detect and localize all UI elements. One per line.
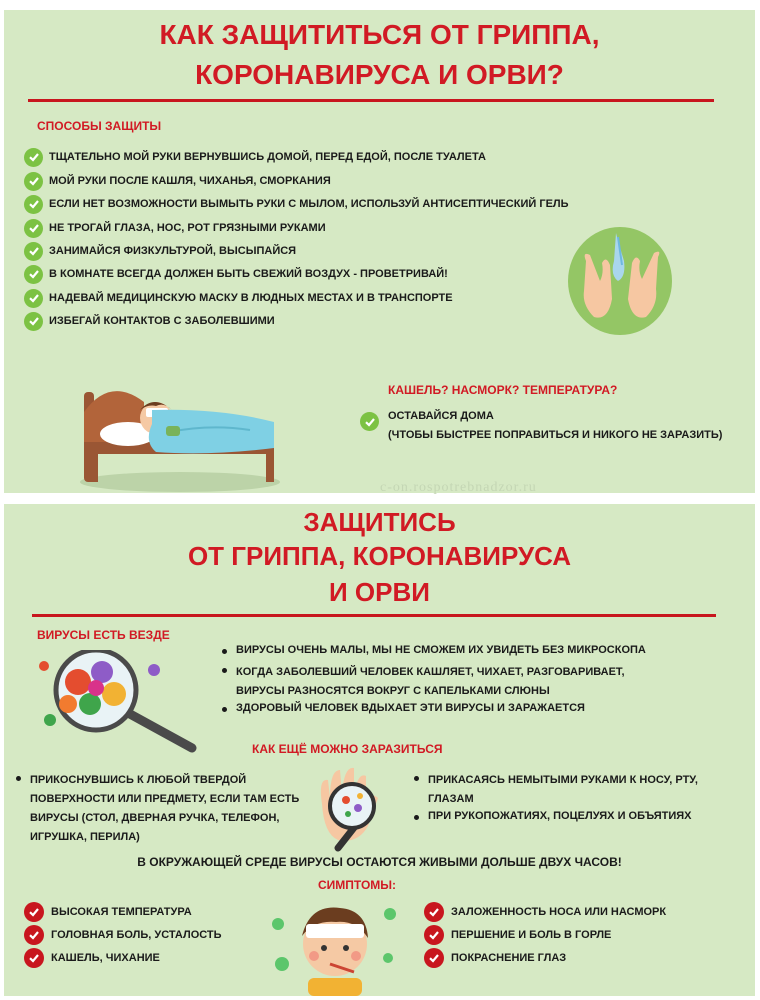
title-divider	[28, 99, 714, 102]
check-icon	[424, 948, 444, 968]
symptom-text: ЗАЛОЖЕННОСТЬ НОСА ИЛИ НАСМОРК	[451, 906, 667, 918]
symptom-item	[424, 948, 566, 968]
bullet-text	[30, 771, 299, 847]
symptom-text: ПОКРАСНЕНИЕ ГЛАЗ	[451, 952, 567, 964]
list-item-text: НЕ ТРОГАЙ ГЛАЗА, НОС, РОТ ГРЯЗНЫМИ РУКАМИ	[49, 222, 326, 234]
check-icon	[24, 265, 43, 284]
check-icon	[24, 948, 44, 968]
symptom-text: КАШЕЛЬ, ЧИХАНИЕ	[51, 952, 160, 964]
symptom-text: ПЕРШЕНИЕ И БОЛЬ В ГОРЛЕ	[451, 929, 612, 941]
check-icon	[24, 172, 43, 191]
bullet-item	[222, 663, 625, 701]
bullet-item	[222, 702, 585, 714]
list-item	[24, 147, 486, 167]
symptom-item	[424, 925, 611, 945]
check-icon	[24, 312, 43, 331]
bullet-dot	[414, 815, 419, 820]
bullet-text: ВИРУСЫ ОЧЕНЬ МАЛЫ, МЫ НЕ СМОЖЕМ ИХ УВИДЕТЬ БЕЗ МИКРОСКОПА	[236, 644, 646, 656]
viruses-heading: ВИРУСЫ ЕСТЬ ВЕЗДЕ	[37, 628, 170, 642]
section-heading-protection: СПОСОБЫ ЗАЩИТЫ	[37, 119, 162, 133]
panel-viruses	[4, 504, 755, 996]
check-icon	[424, 902, 444, 922]
list-item	[24, 218, 326, 238]
panel-protection	[4, 10, 755, 493]
magnifier-viruses-icon	[34, 650, 200, 754]
bullet-item	[16, 771, 299, 847]
list-item-text: ЗАНИМАЙСЯ ФИЗКУЛЬТУРОЙ, ВЫСЫПАЙСЯ	[49, 245, 297, 257]
bullet-line: ПРИКОСНУВШИСЬ К ЛЮБОЙ ТВЕРДОЙ	[30, 774, 247, 786]
panel1-title-line1: КАК ЗАЩИТИТЬСЯ ОТ ГРИППА,	[159, 19, 600, 50]
bullet-line: ИГРУШКА, ПЕРИЛА)	[30, 831, 140, 843]
environment-note: В ОКРУЖАЮЩЕЙ СРЕДЕ ВИРУСЫ ОСТАЮТСЯ ЖИВЫМИ ДОЛЬШЕ ДВУХ ЧАСОВ!	[137, 855, 622, 869]
symptom-item	[24, 948, 160, 968]
bullet-dot	[222, 707, 227, 712]
list-item-text: ИЗБЕГАЙ КОНТАКТОВ С ЗАБОЛЕВШИМИ	[49, 315, 275, 327]
bullet-text: ЗДОРОВЫЙ ЧЕЛОВЕК ВДЫХАЕТ ЭТИ ВИРУСЫ И ЗАРАЖАЕТСЯ	[236, 702, 585, 714]
bullet-text	[236, 663, 625, 701]
bullet-item	[414, 810, 692, 822]
check-icon	[24, 148, 43, 167]
list-item-text: ТЩАТЕЛЬНО МОЙ РУКИ ВЕРНУВШИСЬ ДОМОЙ, ПЕРЕД ЕДОЙ, ПОСЛЕ ТУАЛЕТА	[49, 151, 486, 163]
symptom-item	[24, 925, 222, 945]
panel2-title-line3: И ОРВИ	[329, 577, 430, 607]
symptoms-heading: СИМПТОМЫ:	[318, 878, 397, 892]
list-item	[24, 194, 569, 214]
stay-home-note: (ЧТОБЫ БЫСТРЕЕ ПОПРАВИТЬСЯ И НИКОГО НЕ ЗАРАЗИТЬ)	[388, 429, 723, 441]
cough-heading: КАШЕЛЬ? НАСМОРК? ТЕМПЕРАТУРА?	[388, 383, 618, 397]
bullet-dot	[16, 776, 21, 781]
list-item-text: В КОМНАТЕ ВСЕГДА ДОЛЖЕН БЫТЬ СВЕЖИЙ ВОЗДУХ - ПРОВЕТРИВАЙ!	[49, 268, 448, 280]
sick-child-icon	[270, 894, 400, 996]
bullet-item	[222, 644, 646, 656]
list-item-text: МОЙ РУКИ ПОСЛЕ КАШЛЯ, ЧИХАНЬЯ, СМОРКАНИЯ	[49, 175, 331, 187]
stay-home-text: ОСТАВАЙСЯ ДОМА	[388, 410, 494, 422]
watermark: c-on.rospotrebnadzor.ru	[380, 480, 537, 495]
symptom-text: ВЫСОКАЯ ТЕМПЕРАТУРА	[51, 906, 192, 918]
check-icon	[360, 412, 379, 431]
panel1-title-line2: КОРОНАВИРУСА И ОРВИ?	[195, 59, 564, 90]
check-icon	[24, 242, 43, 261]
infect-heading: КАК ЕЩЁ МОЖНО ЗАРАЗИТЬСЯ	[252, 742, 443, 756]
list-item	[24, 171, 331, 191]
hand-germs-icon	[308, 764, 388, 852]
panel2-title-line2: ОТ ГРИППА, КОРОНАВИРУСА	[187, 541, 572, 571]
check-icon	[24, 289, 43, 308]
symptom-item	[424, 902, 666, 922]
list-item	[24, 241, 296, 261]
bullet-line: ПОВЕРХНОСТИ ИЛИ ПРЕДМЕТУ, ЕСЛИ ТАМ ЕСТЬ	[30, 793, 300, 805]
bullet-item	[414, 771, 698, 809]
list-item-text: НАДЕВАЙ МЕДИЦИНСКУЮ МАСКУ В ЛЮДНЫХ МЕСТАХ И В ТРАНСПОРТЕ	[49, 292, 453, 304]
check-icon	[24, 219, 43, 238]
bullet-line: КОГДА ЗАБОЛЕВШИЙ ЧЕЛОВЕК КАШЛЯЕТ, ЧИХАЕТ, РАЗГОВАРИВАЕТ,	[236, 666, 625, 678]
list-item	[24, 311, 275, 331]
bullet-line: ВИРУСЫ РАЗНОСЯТСЯ ВОКРУГ С КАПЕЛЬКАМИ СЛЮНЫ	[236, 685, 550, 697]
check-icon	[424, 925, 444, 945]
list-item	[24, 264, 448, 284]
bullet-line: ГЛАЗАМ	[428, 793, 474, 805]
bullet-text: ПРИ РУКОПОЖАТИЯХ, ПОЦЕЛУЯХ И ОБЪЯТИЯХ	[428, 810, 692, 822]
bullet-line: ВИРУСЫ (СТОЛ, ДВЕРНАЯ РУЧКА, ТЕЛЕФОН,	[30, 812, 280, 824]
bullet-dot	[222, 649, 227, 654]
bullet-dot	[414, 776, 419, 781]
symptom-text: ГОЛОВНАЯ БОЛЬ, УСТАЛОСТЬ	[51, 929, 222, 941]
bullet-line: ПРИКАСАЯСЬ НЕМЫТЫМИ РУКАМИ К НОСУ, РТУ,	[428, 774, 698, 786]
hand-washing-icon	[566, 221, 674, 337]
list-item-text: ЕСЛИ НЕТ ВОЗМОЖНОСТИ ВЫМЫТЬ РУКИ С МЫЛОМ, ИСПОЛЬЗУЙ АНТИСЕПТИЧЕСКИЙ ГЕЛЬ	[49, 198, 569, 210]
symptom-item	[24, 902, 192, 922]
title-divider	[32, 614, 716, 617]
panel2-title-line1: ЗАЩИТИСЬ	[303, 507, 456, 537]
check-icon	[24, 925, 44, 945]
sick-boy-in-bed-icon	[70, 372, 280, 492]
check-icon	[24, 195, 43, 214]
list-item	[24, 288, 453, 308]
bullet-dot	[222, 668, 227, 673]
bullet-text	[428, 771, 698, 809]
check-icon	[24, 902, 44, 922]
